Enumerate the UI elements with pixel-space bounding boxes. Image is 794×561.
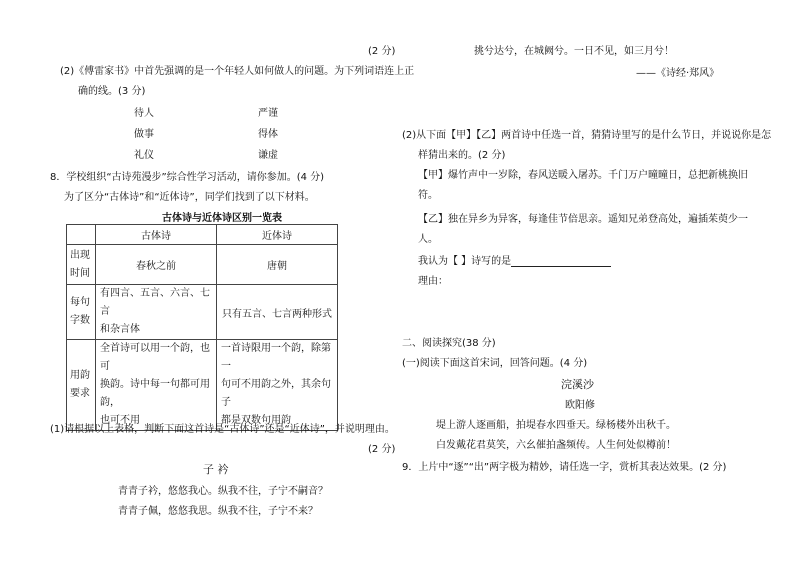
poem-jia-text: 爆竹声中一岁除，春风送暖入屠苏。千门万户曈曈日，总把新桃换旧 (448, 170, 748, 181)
poem-yi-end: 人。 (418, 234, 438, 245)
comparison-table (66, 224, 338, 431)
score-label: (2 分) (368, 46, 396, 57)
poem-jia-label: 【甲】 (418, 170, 448, 181)
question-2-text-cont: 确的线。(3 分) (78, 86, 146, 97)
match-right-item: 严谨 (258, 108, 278, 119)
table-header-row (67, 225, 338, 245)
question-2-right-text-cont: 样猜出来的。(2 分) (418, 150, 506, 161)
poem-jia-end: 符。 (418, 190, 438, 201)
poem-yi-label: 【乙】 (418, 214, 448, 225)
answer-line (418, 252, 611, 267)
section-title: 二、阅读探究(38 分) (402, 338, 496, 349)
table-header-cell: 古体诗 (96, 225, 217, 245)
question-8-intro: 为了区分“古体诗”和“近体诗”，同学们找到了以下材料。 (64, 192, 315, 203)
row-label: 出现 时间 (67, 245, 96, 285)
row-label: 每句 字数 (67, 285, 96, 340)
poem-yi (418, 210, 748, 225)
question-2-text: (2)《傅雷家书》中首先强调的是一个年轻人如何做人的问题。为下列词语连上正 (60, 66, 415, 77)
match-left-item: 做事 (134, 129, 154, 140)
table-cell: 全首诗可以用一个韵，也可 换韵。诗中每一句都可用韵， 也可不用 (96, 340, 217, 431)
answer-prefix: 我认为【 】诗写的是 (418, 256, 512, 267)
subsection-title: (一)阅读下面这首宋词，回答问题。(4 分) (402, 358, 588, 369)
match-left-item: 待人 (134, 108, 154, 119)
question-8-text: 8．学校组织“古诗苑漫步”综合性学习活动，请你参加。(4 分) (50, 172, 325, 183)
poem-yi-text: 独在异乡为异客，每逢佳节倍思亲。遥知兄弟登高处，遍插茱萸少一 (448, 214, 748, 225)
table-row (67, 340, 338, 431)
poem-line: 青青子衿，悠悠我心。纵我不往，子宁不嗣音？ (118, 486, 328, 497)
table-title: 古体诗与近体诗区别一览表 (162, 213, 282, 224)
table-cell: 有四言、五言、六言、七言 和杂言体 (96, 285, 217, 340)
table-cell: 一首诗限用一个韵，除第一 句可不用韵之外，其余句子 都是双数句用韵 (217, 340, 338, 431)
poem-line: 挑兮达兮，在城阙兮。一日不见，如三月兮！ (474, 46, 674, 57)
ci-title: 浣溪沙 (561, 378, 594, 391)
table-cell: 唐朝 (217, 245, 338, 285)
ci-line: 白发戴花君莫笑，六幺催拍盏频传。人生何处似樽前！ (436, 440, 676, 451)
question-1-text: (1)请根据以上表格，判断下面这首诗是“古体诗”还是“近体诗”，并说明理由。 (50, 424, 395, 435)
reason-label: 理由： (418, 276, 448, 287)
poem-title: 子 衿 (203, 463, 229, 476)
table-row (67, 245, 338, 285)
table-cell: 只有五言、七言两种形式 (217, 285, 338, 340)
poem-jia (418, 166, 748, 181)
row-label: 用韵 要求 (67, 340, 96, 431)
match-left-item: 礼仪 (134, 150, 154, 161)
ci-author: 欧阳修 (565, 400, 595, 411)
table-cell: 春秋之前 (96, 245, 217, 285)
match-right-item: 谦虚 (258, 150, 278, 161)
question-2-right-text: (2)从下面【甲】【乙】两首诗中任选一首，猜猜诗里写的是什么节日，并说说你是怎 (402, 130, 772, 141)
table-header-cell (67, 225, 96, 245)
score-label: (2 分) (368, 444, 396, 455)
match-right-item: 得体 (258, 129, 278, 140)
table-header-cell: 近体诗 (217, 225, 338, 245)
poem-source: ——《诗经·郑风》 (636, 68, 720, 79)
answer-blank[interactable] (511, 255, 611, 267)
ci-line: 堤上游人逐画船，拍堤春水四垂天。绿杨楼外出秋千。 (436, 420, 676, 431)
poem-line: 青青子佩，悠悠我思。纵我不往，子宁不来？ (118, 506, 318, 517)
table-row (67, 285, 338, 340)
question-9-text: 9．上片中“逐”“出”两字极为精妙，请任选一字，赏析其表达效果。(2 分) (402, 462, 727, 473)
